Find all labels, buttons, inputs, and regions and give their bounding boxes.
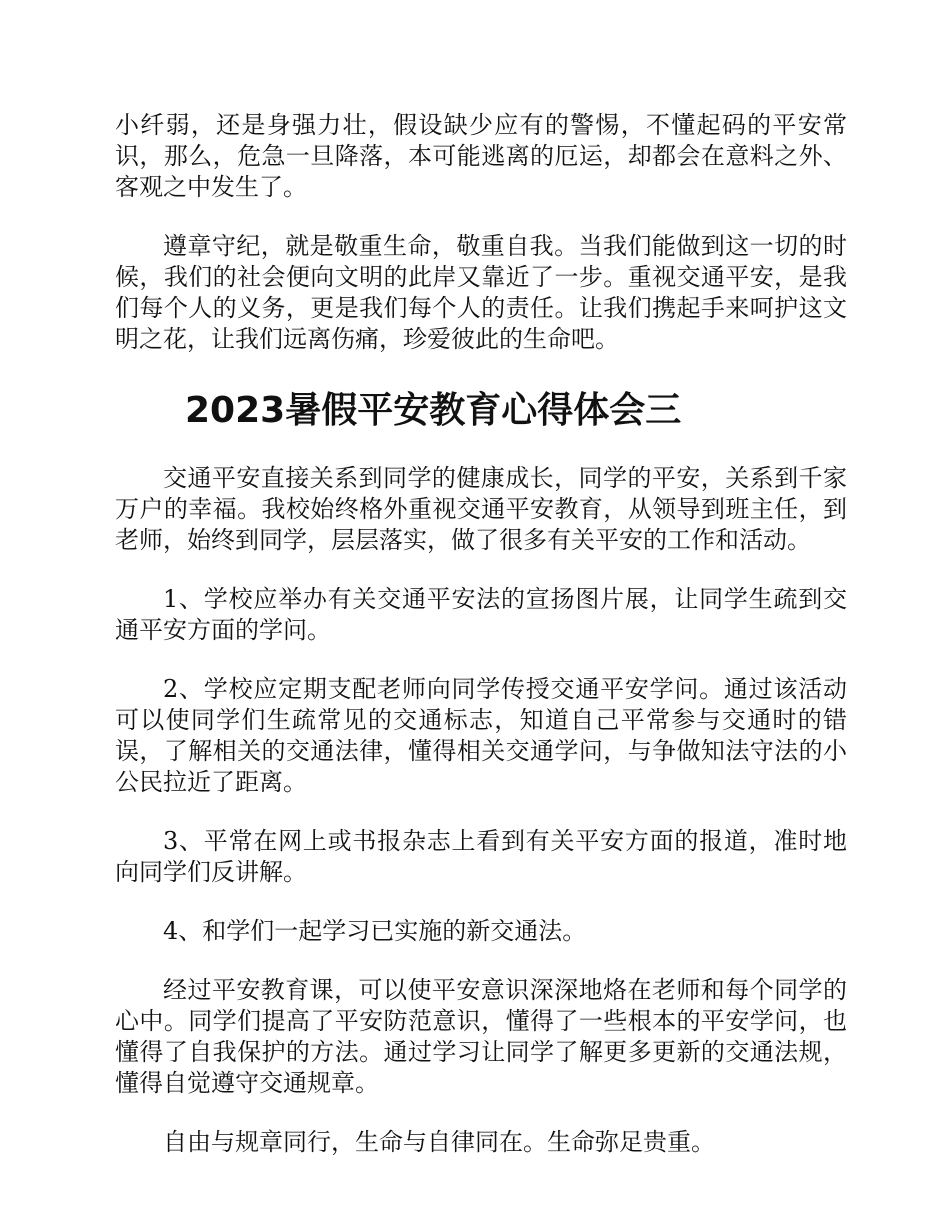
paragraph-obey-rules: 遵章守纪，就是敬重生命，敬重自我。当我们能做到这一切的时候，我们的社会便向文明的此岸又靠近了一步。重视交通平安，是我们每个人的义务，更是我们每个人的责任。让我们携起手来呵护这文明之花，让我们远离伤痛，珍爱彼此的生命吧。 [115,232,847,353]
paragraph-item-2: 2、学校应定期支配老师向同学传授交通平安学问。通过该活动可以使同学们生疏常见的交通标志，知道自己平常参与交通时的错误，了解相关的交通法律，懂得相关交通学问，与争做知法守法的小公民拉近了距离。 [115,675,847,796]
paragraph-summary: 经过平安教育课，可以使平安意识深深地烙在老师和每个同学的心中。同学们提高了平安防范意识，懂得了一些根本的平安学问，也懂得了自我保护的方法。通过学习让同学了解更多更新的交通法规，懂得自觉遵守交通规章。 [115,976,847,1097]
paragraph-closing: 自由与规章同行，生命与自律同在。生命弥足贵重。 [163,1128,715,1156]
paragraph-intro: 交通平安直接关系到同学的健康成长，同学的平安，关系到千家万户的幸福。我校始终格外重视交通平安教育，从领导到班主任，到老师，始终到同学，层层落实，做了很多有关平安的工作和活动。 [115,464,847,554]
paragraph-item-4: 4、和学们一起学习已实施的新交通法。 [163,917,587,945]
paragraph-continued: 小纤弱，还是身强力壮，假设缺少应有的警惕，不懂起码的平安常识，那么，危急一旦降落，本可能逃离的厄运，却都会在意料之外、客观之中发生了。 [115,111,847,201]
document-body [115,110,847,1158]
paragraph-item-3: 3、平常在网上或书报杂志上看到有关平安方面的报道，准时地向同学们反讲解。 [115,827,847,886]
paragraph-item-1: 1、学校应举办有关交通平安法的宣扬图片展，让同学生疏到交通平安方面的学问。 [115,585,847,644]
section-title: 2023暑假平安教育心得体会三 [185,390,682,431]
